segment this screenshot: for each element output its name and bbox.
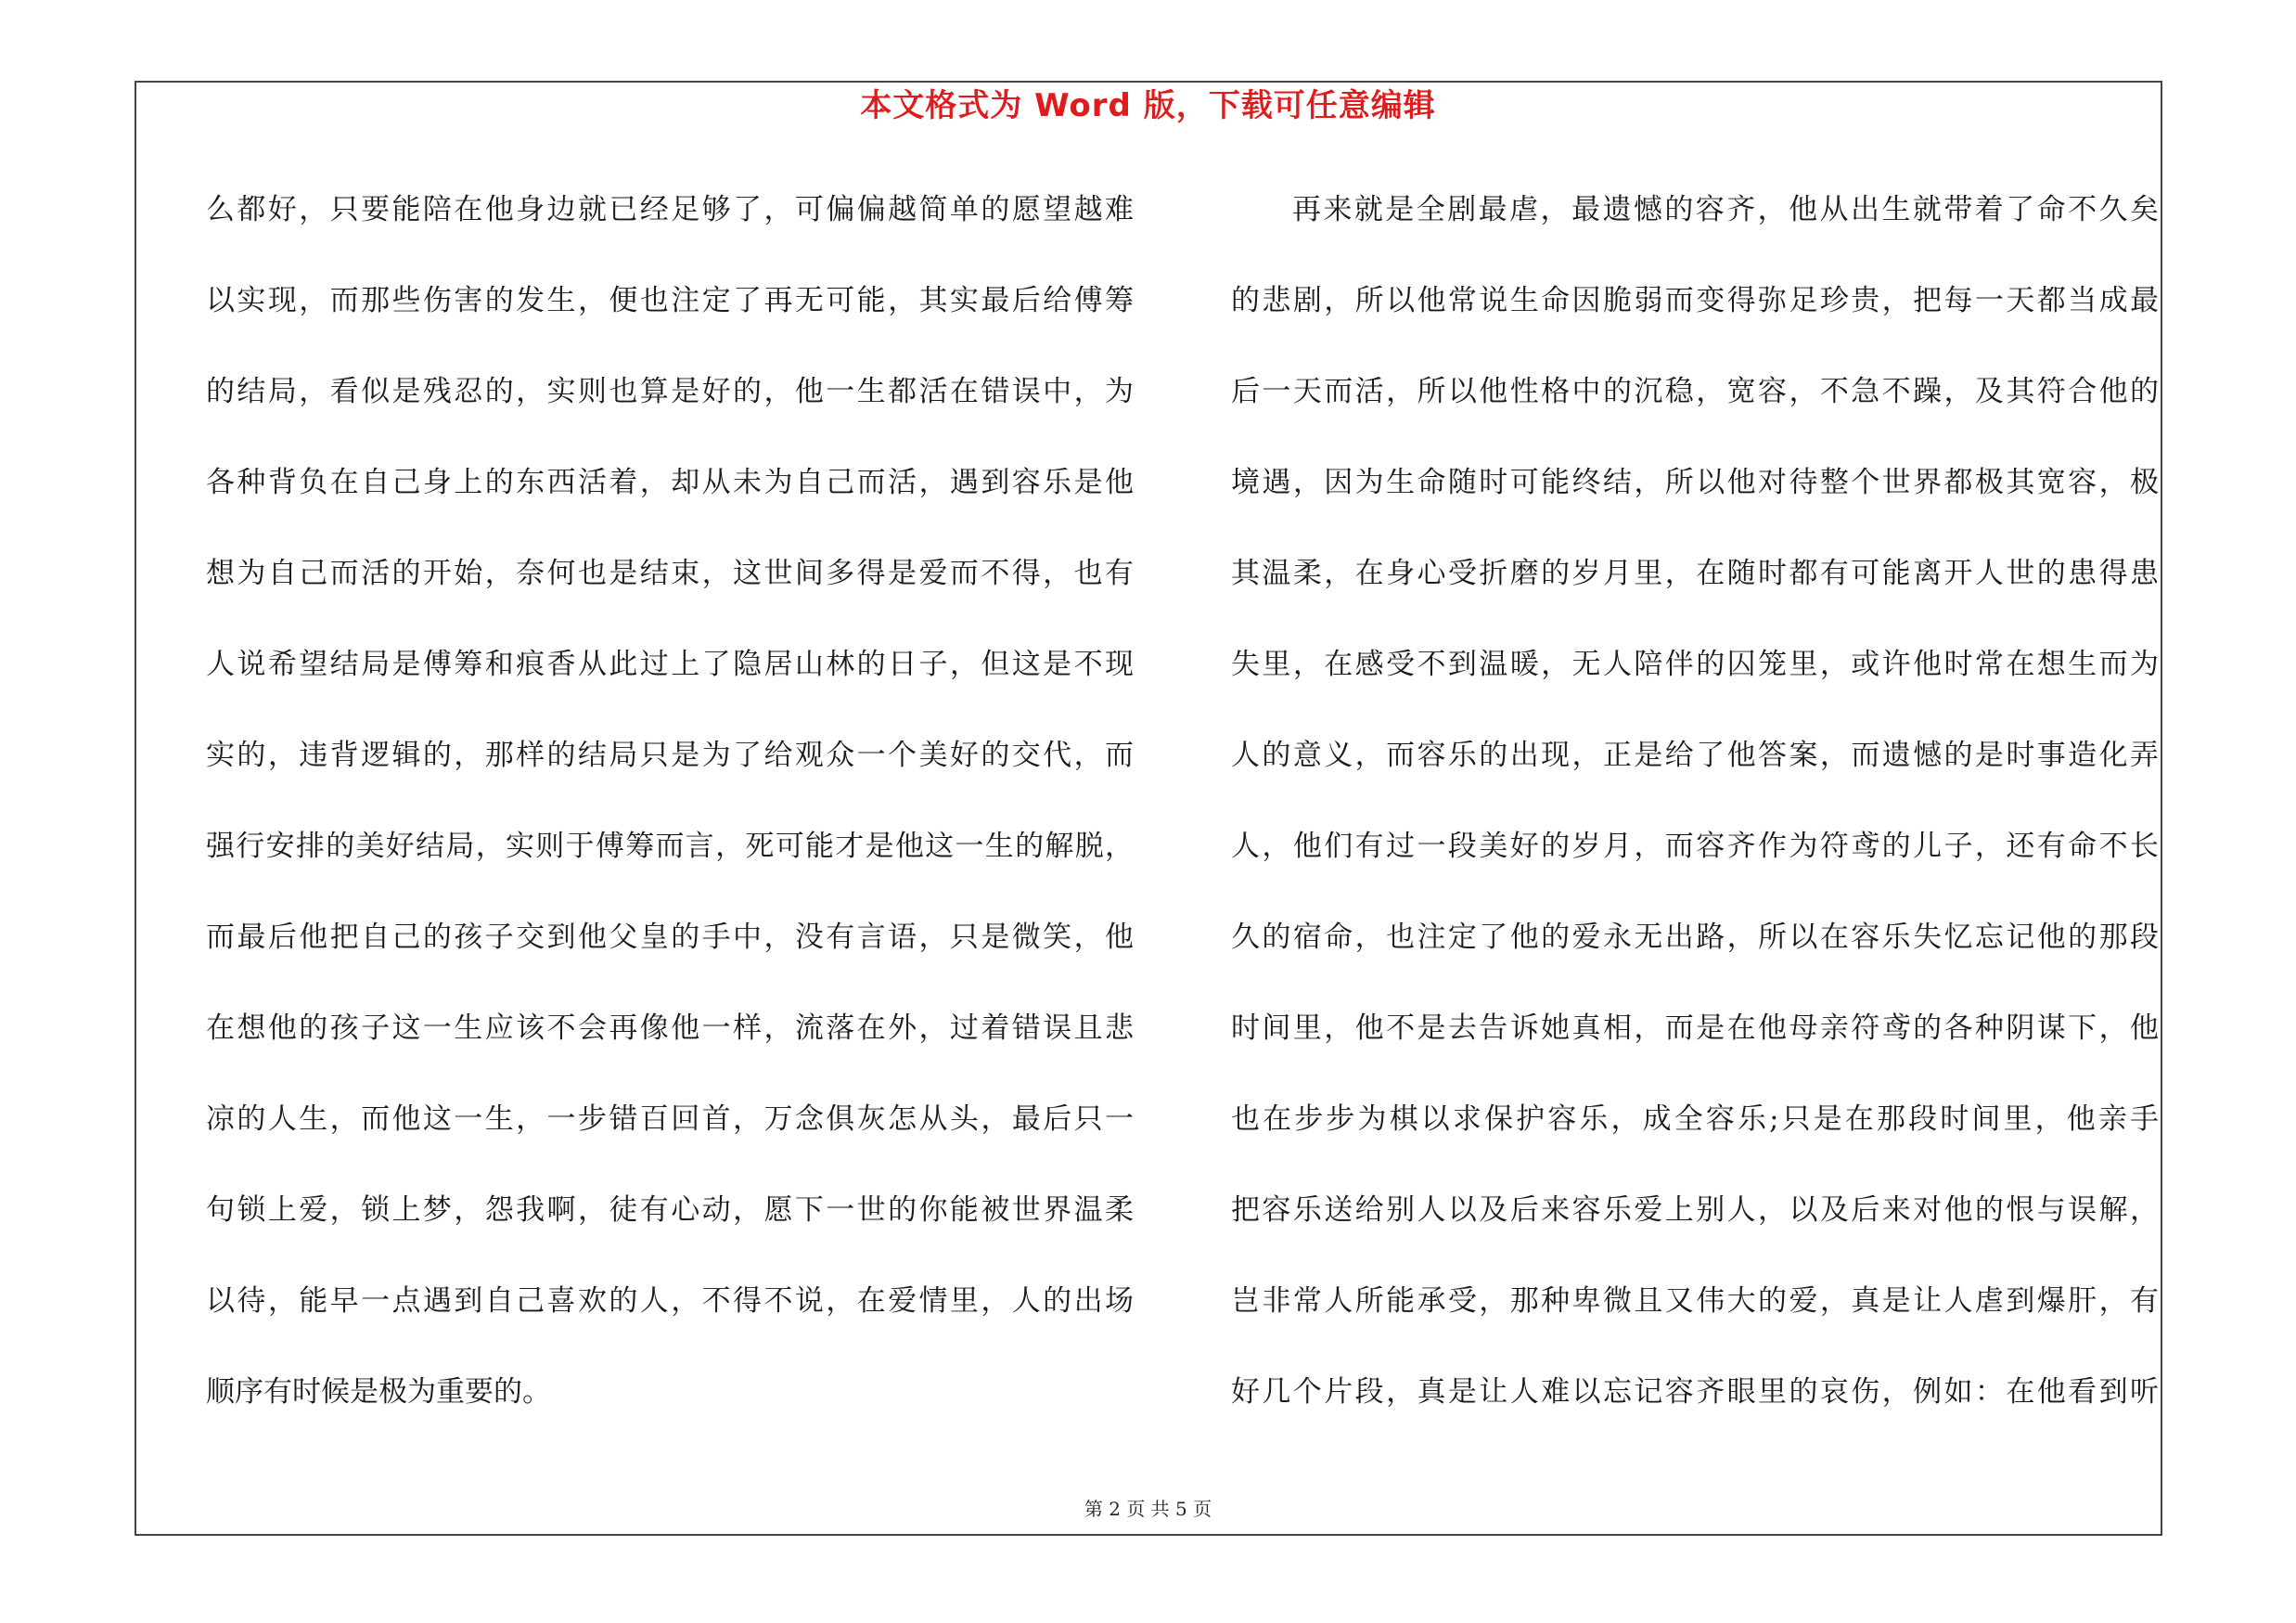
text-line: 么都好，只要能陪在他身边就已经足够了，可偏偏越简单的愿望越难 (206, 193, 1134, 226)
text-line: 也在步步为棋以求保护容乐，成全容乐;只是在那段时间里，他亲手 (1231, 1102, 2159, 1136)
text-line: 强行安排的美好结局，实则于傅筹而言，死可能才是他这一生的解脱， (206, 830, 1134, 863)
right-text-column (1231, 182, 2159, 1455)
text-line: 顺序有时候是极为重要的。 (206, 1375, 551, 1409)
left-text-column (206, 182, 1134, 1455)
text-line: 久的宿命，也注定了他的爱永无出路，所以在容乐失忆忘记他的那段 (1231, 921, 2159, 954)
text-line: 凉的人生，而他这一生，一步错百回首，万念俱灰怎从头，最后只一 (206, 1102, 1134, 1136)
text-line: 人说希望结局是傅筹和痕香从此过上了隐居山林的日子，但这是不现 (206, 648, 1134, 681)
text-line: 岂非常人所能承受，那种卑微且又伟大的爱，真是让人虐到爆肝，有 (1231, 1284, 2159, 1318)
text-line: 想为自己而活的开始，奈何也是结束，这世间多得是爱而不得，也有 (206, 557, 1134, 590)
text-line: 把容乐送给别人以及后来容乐爱上别人，以及后来对他的恨与误解， (1231, 1193, 2159, 1227)
text-line: 而最后他把自己的孩子交到他父皇的手中，没有言语，只是微笑，他 (206, 921, 1134, 954)
text-line: 后一天而活，所以他性格中的沉稳，宽容，不急不躁，及其符合他的 (1231, 375, 2159, 408)
text-line: 的悲剧，所以他常说生命因脆弱而变得弥足珍贵，把每一天都当成最 (1231, 284, 2159, 317)
text-line: 句锁上爱，锁上梦，怨我啊，徒有心动，愿下一世的你能被世界温柔 (206, 1193, 1134, 1227)
text-line: 以待，能早一点遇到自己喜欢的人，不得不说，在爱情里，人的出场 (206, 1284, 1134, 1318)
text-line: 以实现，而那些伤害的发生，便也注定了再无可能，其实最后给傅筹 (206, 284, 1134, 317)
paragraph-first-line: 再来就是全剧最虐，最遗憾的容齐，他从出生就带着了命不久矣 (1292, 193, 2159, 226)
text-line: 人的意义，而容乐的出现，正是给了他答案，而遗憾的是时事造化弄 (1231, 739, 2159, 772)
text-line: 境遇，因为生命随时可能终结，所以他对待整个世界都极其宽容，极 (1231, 466, 2159, 499)
text-line: 实的，违背逻辑的，那样的结局只是为了给观众一个美好的交代，而 (206, 739, 1134, 772)
page-number-footer: 第 2 页 共 5 页 (1084, 1498, 1212, 1520)
text-line: 失里，在感受不到温暖，无人陪伴的囚笼里，或许他时常在想生而为 (1231, 648, 2159, 681)
text-line: 在想他的孩子这一生应该不会再像他一样，流落在外，过着错误且悲 (206, 1011, 1134, 1045)
text-line: 时间里，他不是去告诉她真相，而是在他母亲符鸢的各种阴谋下，他 (1231, 1011, 2159, 1045)
text-line: 人，他们有过一段美好的岁月，而容齐作为符鸢的儿子，还有命不长 (1231, 830, 2159, 863)
format-banner: 本文格式为 Word 版，下载可任意编辑 (860, 87, 1436, 124)
text-line: 的结局，看似是残忍的，实则也算是好的，他一生都活在错误中，为 (206, 375, 1134, 408)
text-line: 其温柔，在身心受折磨的岁月里，在随时都有可能离开人世的患得患 (1231, 557, 2159, 590)
text-line: 好几个片段，真是让人难以忘记容齐眼里的哀伤，例如：在他看到听 (1231, 1375, 2159, 1409)
text-line: 各种背负在自己身上的东西活着，却从未为自己而活，遇到容乐是他 (206, 466, 1134, 499)
